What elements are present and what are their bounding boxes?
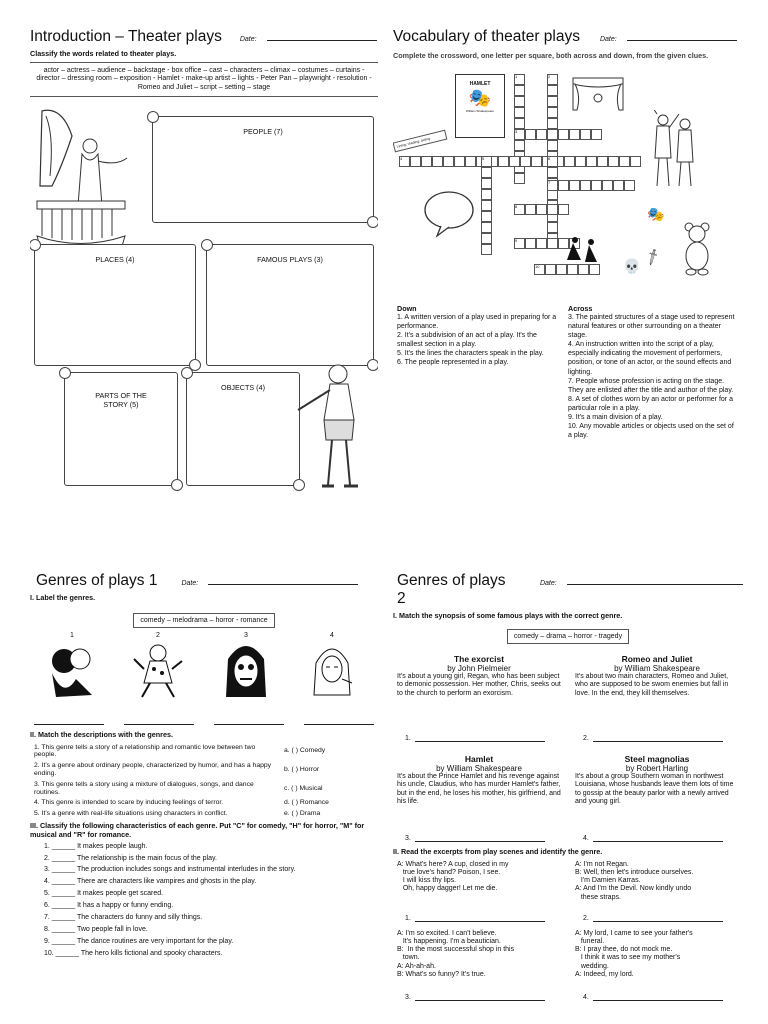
dancers-icon [563, 234, 603, 264]
crossword-cell[interactable] [421, 156, 432, 167]
excerpt-line: A: And I'm the Devil. Now kindly undo [575, 885, 692, 893]
page-title: Introduction – Theater plays [30, 28, 222, 45]
picture-number: 4 [330, 631, 334, 639]
section-3-heading: III. Classify the following characteristics of each genre. Put "C" for comedy, "H" for horror, "M" for musical and "R" for romance. [30, 821, 365, 839]
match-option[interactable]: c. ( ) Musical [284, 784, 323, 792]
crossword-cell[interactable] [567, 264, 578, 275]
excerpt-line: It's happening. I'm a beautician. [397, 937, 501, 945]
across-clue: 4. An instruction written into the script of a play, especially indicating the movement of performers, position, or tone of an actor, or the sound effects and lighting. [568, 341, 732, 376]
crossword-cell[interactable] [520, 156, 531, 167]
crossword-cell[interactable] [591, 129, 602, 140]
play-card [575, 648, 739, 742]
answer-number: 3. [405, 834, 411, 842]
crossword-cell[interactable] [481, 211, 492, 222]
date-label: Date: [181, 580, 199, 587]
excerpt-line: A: What's here? A cup, closed in my [397, 860, 509, 868]
answer-line-1[interactable] [34, 724, 104, 725]
excerpt-line: I think it was to see my mother's [575, 954, 681, 962]
excerpt-line: B: In the most successful shop in this [397, 946, 515, 954]
crossword-clue-number: 4 [400, 156, 403, 161]
excerpt-line: Oh, happy dagger! Let me die. [397, 885, 498, 893]
play-synopsis: It's about a group Southern woman in northwest Louisiana, whose husbands leave them lots of time to gossip at the beauty parlor with a newly arrived and young girl. [575, 772, 734, 805]
match-description: 4. This genre is intended to scare by inducing feelings of terror. [34, 799, 224, 807]
actors-illustration [649, 110, 703, 190]
crossword-cell[interactable] [514, 96, 525, 107]
box-famous-plays[interactable] [206, 244, 374, 366]
date-label: Date: [599, 36, 617, 43]
crossword-cell[interactable] [613, 180, 624, 191]
characteristic-item[interactable]: 8. ______ Two people fall in love. [44, 925, 148, 933]
answer-line[interactable] [415, 921, 545, 922]
box-famous-plays-label: FAMOUS PLAYS (3) [257, 255, 323, 264]
excerpts-grid [393, 861, 743, 1005]
crossword-cell[interactable] [556, 264, 567, 275]
characteristic-item[interactable]: 2. ______ The relationship is the main focus of the play. [44, 854, 217, 862]
answer-line[interactable] [593, 841, 723, 842]
play-title: Steel magnolias [624, 753, 690, 764]
across-clue: 9. It's a main division of a play. [568, 414, 663, 422]
answer-line[interactable] [593, 1000, 723, 1001]
box-people[interactable] [152, 116, 374, 223]
answer-number: 1. [405, 914, 411, 922]
crossword-cell[interactable] [410, 156, 421, 167]
genre-pictures [30, 632, 378, 724]
crossword-cell[interactable] [514, 118, 525, 129]
date-label: Date: [239, 36, 257, 43]
characteristic-item[interactable]: 6. ______ It has a happy or funny ending. [44, 902, 174, 909]
crossword-cell[interactable] [443, 156, 454, 167]
play-card [397, 648, 561, 742]
crossword-cell[interactable] [536, 204, 547, 215]
crossword-cell[interactable] [514, 107, 525, 118]
excerpt-line: wedding. [575, 962, 609, 970]
crossword-clue-number: 7 [548, 180, 551, 185]
crossword-cell[interactable] [547, 129, 558, 140]
answer-number: 1. [405, 734, 411, 742]
box-people-label: PEOPLE (7) [243, 127, 283, 136]
crossword-cell[interactable] [575, 156, 586, 167]
crossword-cell[interactable] [558, 204, 569, 215]
crossword-cell[interactable] [547, 167, 558, 178]
crossword-cell[interactable] [547, 118, 558, 129]
play-synopsis: It's about a young girl, Regan, who has been subject to demonic possession. Her mother, Chris, seeks out to the church to perform an exorcism. [397, 672, 561, 697]
match-row [30, 762, 378, 778]
answer-line-2[interactable] [124, 724, 194, 725]
excerpt-line: A: My lord, I came to see your father's [575, 929, 693, 937]
dagger-icon: 🗡 [642, 247, 663, 267]
down-clue: 6. The people represented in a play. [397, 359, 509, 367]
actor-illustration [288, 360, 376, 498]
play-author: by William Shakespeare [436, 763, 522, 773]
page-title: Genres of plays 2 [397, 572, 506, 607]
excerpt-line: A: Indeed, my lord. [575, 970, 634, 978]
excerpt-line: B: I pray thee, do not mock me. [575, 946, 673, 954]
page-title: Genres of plays 1 [36, 572, 158, 589]
answer-number: 2. [583, 734, 589, 742]
play-author: by William Shakespeare [614, 663, 700, 673]
across-heading: Across [568, 304, 593, 313]
panel-introduction [30, 28, 378, 498]
crossword-cell[interactable] [558, 180, 569, 191]
crossword-cell[interactable] [536, 238, 547, 249]
crossword-cell[interactable] [602, 180, 613, 191]
match-description: 2. It's a genre about ordinary people, characterized by humor, and has a happy ending. [34, 762, 272, 777]
crossword-cell[interactable] [525, 238, 536, 249]
match-row [30, 744, 378, 760]
section-2-heading: II. Read the excerpts from play scenes and identify the genre. [393, 846, 603, 856]
crossword-cell[interactable] [580, 180, 591, 191]
instruction: Complete the crossword, one letter per square, both across and down, from the given clues. [393, 51, 709, 60]
crossword-cell[interactable] [481, 189, 492, 200]
characteristic-item[interactable]: 7. ______ The characters do funny and silly things. [44, 913, 203, 921]
crossword-cell[interactable] [498, 156, 509, 167]
picture-number: 2 [156, 631, 160, 639]
match-option[interactable]: e. ( ) Drama [284, 810, 321, 818]
skull-icon: 💀 [623, 258, 641, 274]
crossword-cell[interactable] [569, 180, 580, 191]
box-places[interactable] [34, 244, 196, 366]
crossword-cell[interactable] [481, 222, 492, 233]
box-objects-label: OBJECTS (4) [221, 383, 265, 392]
crossword-cell[interactable] [608, 156, 619, 167]
panel-vocabulary [393, 28, 743, 498]
crossword-clue-number: 10 [535, 264, 540, 269]
answer-line[interactable] [415, 1000, 545, 1001]
crossword-cell[interactable] [547, 96, 558, 107]
crossword-cell[interactable] [547, 222, 558, 233]
box-objects[interactable] [186, 372, 300, 486]
down-clues [397, 313, 559, 368]
crossword-cell[interactable] [514, 140, 525, 151]
crossword-cell[interactable] [481, 233, 492, 244]
theater-masks-icon: 🎭 [468, 88, 492, 108]
match-option[interactable]: a. ( ) Comedy [284, 747, 326, 755]
characteristic-item[interactable]: 1. ______ It makes people laugh. [44, 842, 148, 850]
match-list [30, 744, 378, 819]
characteristic-item[interactable]: 3. ______ The production includes songs and instrumental interludes in the story. [44, 866, 296, 874]
crossword-clue-number: 9 [515, 238, 518, 243]
crossword-cell[interactable] [525, 204, 536, 215]
section-1-heading: I. Match the synopsis of some famous plays with the correct genre. [393, 611, 623, 620]
answer-line[interactable] [415, 741, 545, 742]
play-author: by Robert Harling [625, 763, 689, 773]
panel-genres-2 [393, 572, 743, 1024]
play-title: The exorcist [453, 653, 505, 664]
match-description: 1. This genre tells a story of a relationship and romantic love between two people. [34, 743, 256, 759]
answer-number: 4. [583, 834, 589, 842]
note-paper: Lining, reading, acting [393, 130, 447, 153]
crossword-cell[interactable] [465, 156, 476, 167]
crossword-cell[interactable] [481, 167, 492, 178]
excerpt-line: town. [397, 954, 420, 962]
crossword-cell[interactable] [591, 180, 602, 191]
kissing-couple-icon [42, 639, 102, 704]
play-card [397, 748, 561, 842]
date-field[interactable] [567, 574, 743, 585]
across-clues [568, 313, 738, 440]
excerpt-line: I will kiss thy lips. [397, 877, 457, 885]
crossword-cell[interactable] [547, 107, 558, 118]
answer-line-3[interactable] [214, 724, 284, 725]
crossword-cell[interactable] [630, 156, 641, 167]
picture-number: 1 [70, 631, 74, 639]
crossword-clue-number: 6 [548, 156, 551, 161]
match-description: 5. It's a genre with real-life situations using characters in conflict. [34, 810, 228, 818]
crossword-clue-number: 1 [515, 74, 518, 79]
characteristics-list [30, 843, 378, 958]
characteristic-item[interactable]: 10. ______ The hero kills fictional and spooky characters. [44, 949, 223, 957]
crossword-cell[interactable] [558, 129, 569, 140]
genre-picture-4 [302, 632, 362, 704]
mask-icon: 🎭 [647, 206, 665, 222]
across-clue: 3. The painted structures of a stage used to represent natural features or other surrounding on a theater stage. [568, 314, 735, 340]
picture-number: 3 [244, 631, 248, 639]
page-title: Vocabulary of theater plays [393, 28, 580, 45]
down-clue: 2. It's a subdivision of an act of a play. It's the smallest section in a play. [397, 332, 537, 349]
crossword-clue-number: 2 [548, 74, 551, 79]
box-parts-of-story[interactable] [64, 372, 178, 486]
excerpt-card [397, 861, 561, 926]
crossword-cell[interactable] [432, 156, 443, 167]
crossword-cell[interactable] [547, 140, 558, 151]
crossword-cell[interactable] [481, 178, 492, 189]
date-field[interactable] [267, 30, 377, 41]
match-description: 3. This genre tells a story using a mixture of dialogues, songs, and dance routines. [34, 780, 254, 796]
crossword-cell[interactable] [514, 85, 525, 96]
answer-number: 3. [405, 993, 411, 1001]
excerpt-card [397, 930, 561, 1005]
hamlet-poster-author: William Shakespeare [465, 109, 495, 113]
match-row [30, 810, 378, 818]
answer-line-4[interactable] [304, 724, 374, 725]
crossword-cell[interactable] [514, 173, 525, 184]
match-option[interactable]: d. ( ) Romance [284, 799, 329, 807]
down-heading: Down [397, 304, 417, 313]
word-bank: actor – actress – audience – backstage - box office – cast – characters – climax – costumes – curtains - director – dressing room – exposition - Hamlet - make-up artist – lights - Peter Pan – playwright - resolution - Romeo and Juliet – script – setting – stage [36, 66, 372, 91]
answer-line[interactable] [415, 841, 545, 842]
play-author: by John Pielmeier [447, 663, 511, 673]
excerpt-line: B: Well, then let's introduce ourselves. [575, 868, 694, 876]
crossword-cell[interactable] [580, 129, 591, 140]
box-parts-label: PARTS OF THE STORY (5) [95, 391, 147, 409]
clown-icon [128, 639, 188, 704]
across-clue: 10. Any movable articles or objects used on the set of a play. [568, 423, 734, 440]
plays-grid [393, 648, 743, 842]
crossword-cell[interactable] [525, 129, 536, 140]
excerpt-line: true love's hand? Poison, I see. [397, 868, 501, 876]
stage-curtain-icon [571, 76, 625, 112]
crossword-cell[interactable] [578, 264, 589, 275]
excerpt-line: A: I'm not Regan. [575, 860, 629, 868]
instruction: Classify the words related to theater plays. [30, 49, 177, 58]
crossword-cell[interactable] [619, 156, 630, 167]
play-title: Hamlet [464, 753, 494, 764]
woman-crying-icon [302, 639, 362, 704]
zombie-face-icon [216, 639, 276, 704]
excerpt-card [575, 861, 739, 926]
characteristic-item[interactable]: 4. ______ There are characters like vampires and ghosts in the play. [44, 878, 257, 886]
crossword-cell[interactable] [597, 156, 608, 167]
section-2-heading: II. Match the descriptions with the genres. [30, 729, 173, 739]
across-clue: 8. A set of clothes worn by an actor or performer for a particular role in a play. [568, 395, 733, 412]
section-1-heading: I. Label the genres. [30, 593, 96, 602]
play-synopsis: It's about two main characters, Romeo and Juliet, who are supposed to be swom enemies but fall in love. In the end, they kill themselves. [575, 672, 729, 697]
answer-line[interactable] [593, 741, 723, 742]
crossword-cell[interactable] [569, 129, 580, 140]
excerpt-line: A: Ah-ah-ah. [397, 962, 436, 970]
crossword-clue-number: 5 [482, 156, 485, 161]
down-clue: 5. It's the lines the characters speak in the play. [397, 350, 544, 358]
crossword-cell[interactable] [547, 238, 558, 249]
excerpt-line: these straps. [575, 893, 621, 901]
excerpt-line: B: What's so funny? It's true. [397, 970, 486, 978]
down-clue: 1. A written version of a play used in preparing for a performance. [397, 314, 557, 331]
excerpt-line: A: I'm so excited. I can't believe. [397, 929, 497, 937]
date-label: Date: [539, 580, 557, 587]
characteristic-item[interactable]: 5. ______ It makes people get scared. [44, 890, 164, 898]
excerpt-card [575, 930, 739, 1005]
play-title: Romeo and Juliet [621, 653, 693, 664]
excerpt-line: funeral. [575, 937, 605, 945]
crossword-clue-number: 8 [515, 204, 518, 209]
across-clue: 7. People whose profession is acting on the stage. They are enlisted after the title and author of the play. [568, 377, 734, 394]
date-field[interactable] [208, 574, 358, 585]
balcony-illustration [32, 106, 142, 258]
match-option[interactable]: b. ( ) Horror [284, 766, 320, 774]
box-places-label: PLACES (4) [95, 255, 135, 264]
crossword-cell[interactable] [509, 156, 520, 167]
genre-picture-1 [42, 632, 102, 704]
match-row [30, 799, 378, 807]
match-row [30, 781, 378, 797]
answer-line[interactable] [593, 921, 723, 922]
hamlet-poster-title: HAMLET [469, 81, 491, 87]
answer-number: 4. [583, 993, 589, 1001]
bear-costume-icon [683, 222, 711, 276]
crossword-cell[interactable] [547, 204, 558, 215]
play-synopsis: It's about the Prince Hamlet and his revenge against his uncle, Claudius, who has murder Hamlet's father, but in the end, he loses his mother, his girlfriend, and his life. [397, 772, 561, 805]
crossword-cell[interactable] [531, 156, 542, 167]
genre-word-box: comedy – drama – horror - tragedy [507, 629, 629, 644]
excerpt-line: I'm Damien Karras. [575, 877, 641, 885]
crossword-cell[interactable] [564, 156, 575, 167]
crossword-cell[interactable] [624, 180, 635, 191]
genre-picture-3 [216, 632, 276, 704]
play-card [575, 748, 739, 842]
crossword-clue-number: 3 [515, 129, 518, 134]
crossword-cell[interactable] [547, 85, 558, 96]
genre-picture-2 [128, 632, 188, 704]
answer-number: 2. [583, 914, 589, 922]
crossword-cell[interactable] [481, 244, 492, 255]
crossword-cell[interactable] [536, 129, 547, 140]
crossword-cell[interactable] [481, 200, 492, 211]
genre-word-box: comedy – melodrama – horror - romance [133, 613, 274, 628]
panel-genres-1 [30, 572, 378, 1024]
crossword-cell[interactable] [454, 156, 465, 167]
crossword-cell[interactable] [589, 264, 600, 275]
characteristic-item[interactable]: 9. ______ The dance routines are very important for the play. [44, 937, 234, 945]
crossword-cell[interactable] [586, 156, 597, 167]
crossword-cell[interactable] [545, 264, 556, 275]
